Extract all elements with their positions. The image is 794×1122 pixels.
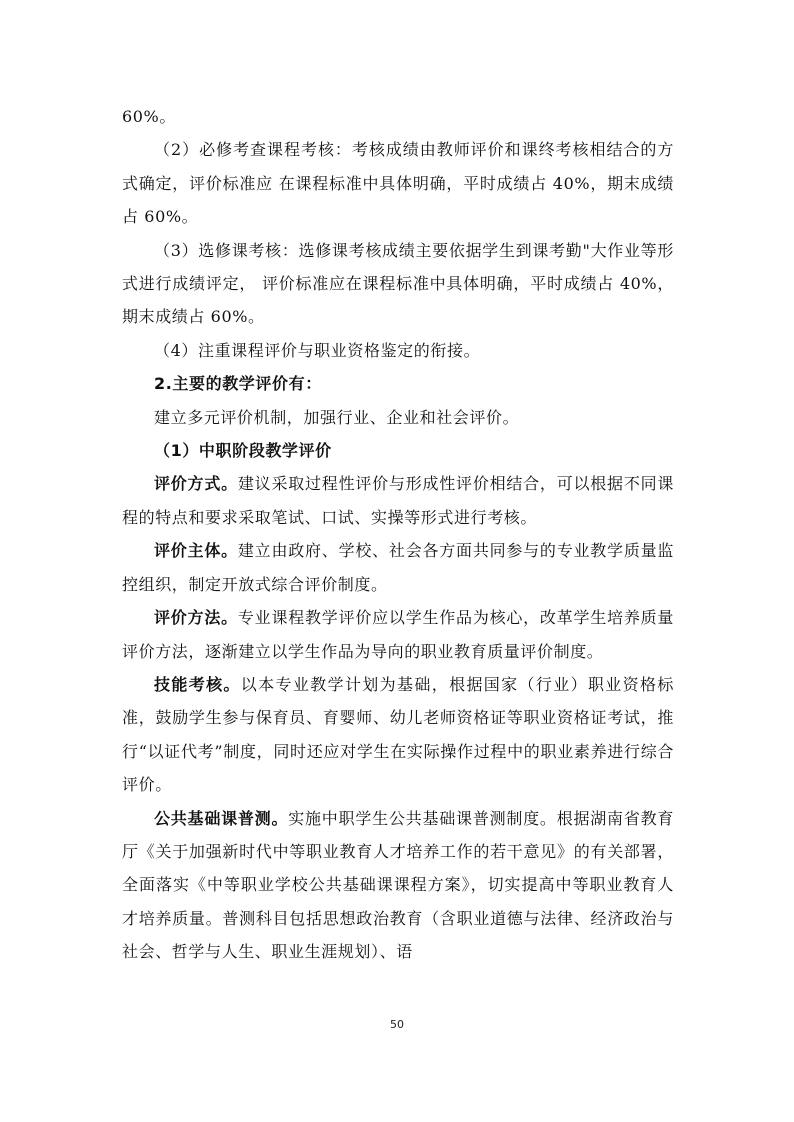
text-evaluation-method: 专业课程教学评价应以学生作品为核心，改革学生培养质量评价方法，逐渐建立以学生作品为导向的职业教育质量评价制度。 [122, 608, 674, 661]
lead-skill-assessment: 技能考核。 [154, 674, 241, 694]
lead-public-course-test: 公共基础课普测。 [154, 808, 289, 828]
paragraph-continuation: 60%。 [122, 107, 176, 126]
text-evaluation-subject: 建立由政府、学校、社会各方面共同参与的专业教学质量监控组织，制定开放式综合评价制度。 [122, 541, 674, 594]
section-heading-evaluation: 2.主要的教学评价有： [154, 374, 322, 394]
text-evaluation-mode: 建议采取过程性评价与形成性评价相结合，可以根据不同课程的特点和要求采取笔试、口试、实操等形式进行考核。 [122, 474, 674, 527]
subsection-heading-secondary: （1）中职阶段教学评价 [154, 441, 332, 461]
paragraph-required-exam: （2）必修考查课程考核：考核成绩由教师评价和课终考核相结合的方式确定，评价标准应 在课程标准中具体明确，平时成绩占 40%，期末成绩占 60%。 [122, 140, 674, 227]
lead-evaluation-mode: 评价方式。 [154, 474, 238, 494]
paragraph-multi-evaluation: 建立多元评价机制，加强行业、企业和社会评价。 [154, 407, 520, 427]
paragraph-elective-exam: （3）选修课考核：选修课考核成绩主要依据学生到课考勤"大作业等形式进行成绩评定， 评价标准应在课程标准中具体明确，平时成绩占 40%，期末成绩占 60%。 [122, 240, 674, 327]
paragraph-certification-link: （4）注重课程评价与职业资格鉴定的衔接。 [154, 340, 481, 360]
paragraph-evaluation-method [122, 601, 674, 668]
lead-evaluation-subject: 评价主体。 [154, 541, 238, 561]
paragraph-evaluation-mode [122, 467, 674, 534]
paragraph-skill-assessment [122, 668, 674, 802]
text-skill-assessment: 以本专业教学计划为基础，根据国家（行业）职业资格标准，鼓励学生参与保育员、育婴师、幼儿老师资格证等职业资格证考试，推行“以证代考”制度，同时还应对学生在实际操作过程中的职业素养进行综合评价。 [122, 674, 674, 795]
page-number: 50 [390, 1018, 404, 1031]
text-public-course-test: 实施中职学生公共基础课普测制度。根据湖南省教育厅《关于加强新时代中等职业教育人才培养工作的若干意见》的有关部署，全面落实《中等职业学校公共基础课课程方案》，切实提高中等职业教育人才培养质量。普测科目包括思想政治教育（含职业道德与法律、经济政治与社会、哲学与人生、职业生涯规划）、语 [122, 808, 674, 962]
lead-evaluation-method: 评价方法。 [154, 608, 238, 628]
paragraph-evaluation-subject [122, 534, 674, 601]
paragraph-public-course-test [122, 802, 674, 969]
page-body [122, 100, 674, 969]
